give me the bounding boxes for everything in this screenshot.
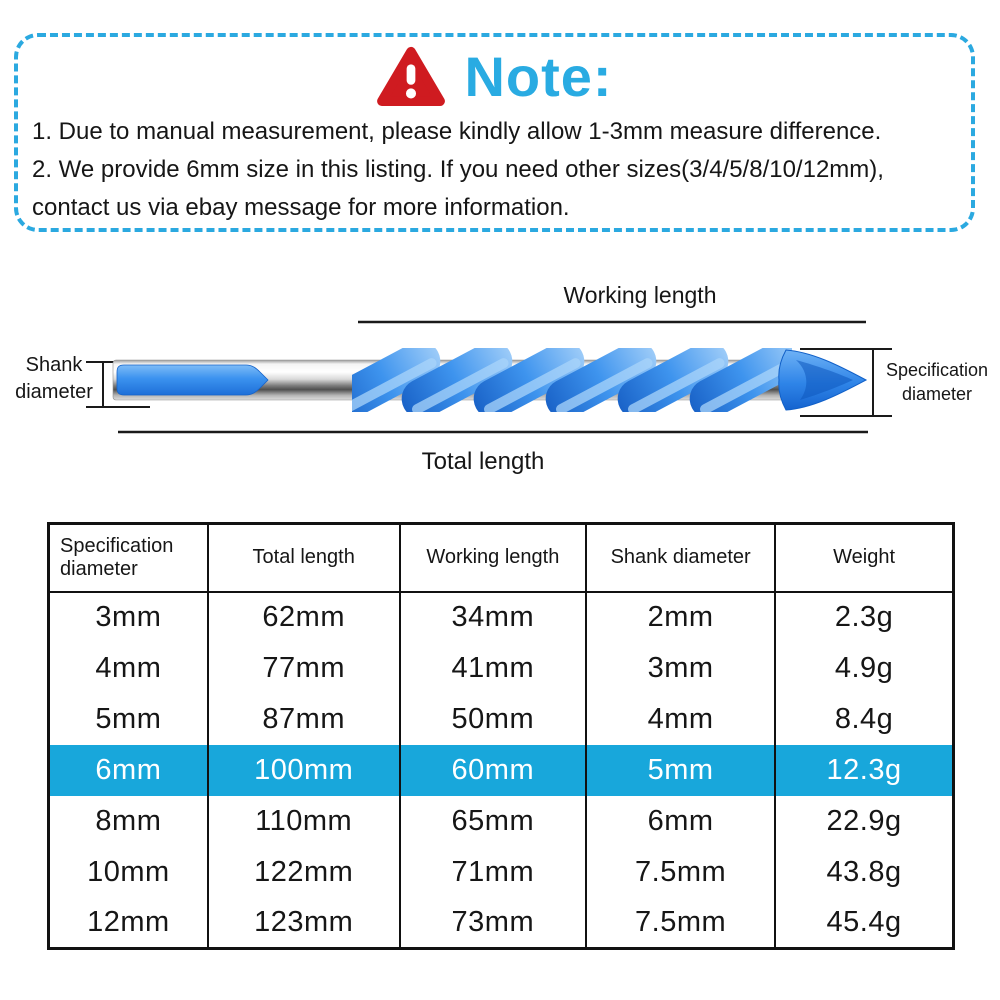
header-cell-total-length: Total length <box>208 524 400 592</box>
table-row <box>49 643 954 694</box>
table-cell: 43.8g <box>775 847 953 898</box>
drill-tip <box>779 350 866 410</box>
header-row <box>49 524 954 592</box>
table-cell: 71mm <box>400 847 586 898</box>
table-cell: 3mm <box>95 601 162 633</box>
table-cell: 12.3g <box>775 745 953 796</box>
table-cell: 45.4g <box>775 898 953 949</box>
note-line-3: contact us via ebay message for more information. <box>32 194 570 221</box>
table-cell: 73mm <box>400 898 586 949</box>
table-cell: 50mm <box>400 694 586 745</box>
table-cell: 34mm <box>400 592 586 643</box>
table-cell: 7.5mm <box>586 898 775 949</box>
table-cell: 122mm <box>208 847 400 898</box>
header-cell-working-length: Working length <box>400 524 586 592</box>
header-cell-specification-diameter: Specification diameter <box>60 534 174 580</box>
note-title: Note: <box>464 44 613 108</box>
header-cell-weight: Weight <box>775 524 953 592</box>
table-cell: 65mm <box>400 796 586 847</box>
note-box <box>14 33 975 232</box>
drill-bit-diagram <box>0 278 1000 488</box>
table-cell: 77mm <box>208 643 400 694</box>
table-cell: 6mm <box>49 745 208 796</box>
table-cell: 6mm <box>586 796 775 847</box>
note-line-1: 1. Due to manual measurement, please kindly allow 1-3mm measure difference. <box>32 118 882 145</box>
table-row <box>49 694 954 745</box>
table-row <box>49 592 954 643</box>
table-cell: 8.4g <box>775 694 953 745</box>
table-cell: 110mm <box>208 796 400 847</box>
specification-diameter-label: Specification diameter <box>885 360 989 404</box>
table-header <box>49 524 954 592</box>
table-cell: 41mm <box>400 643 586 694</box>
working-length-label: Working length <box>563 282 717 308</box>
table-cell: 12mm <box>87 905 170 938</box>
table-body <box>49 592 954 949</box>
table-cell: 60mm <box>400 745 586 796</box>
table-cell: 100mm <box>208 745 400 796</box>
table-cell: 5mm <box>95 702 162 735</box>
table-row <box>49 898 954 949</box>
note-body <box>18 109 971 227</box>
note-line-2: 2. We provide 6mm size in this listing. If you need other sizes(3/4/5/8/10/12mm), <box>32 156 884 183</box>
specification-table <box>47 522 955 950</box>
header-cell-shank-diameter: Shank diameter <box>586 524 775 592</box>
drill-flutes <box>323 334 808 426</box>
total-length-label: Total length <box>421 448 545 475</box>
note-header <box>18 43 971 109</box>
table-cell: 2.3g <box>775 592 953 643</box>
table-cell: 5mm <box>586 745 775 796</box>
table-cell: 10mm <box>87 855 170 888</box>
drill-shank <box>117 365 268 395</box>
table-cell: 8mm <box>95 804 162 837</box>
table-cell: 7.5mm <box>586 847 775 898</box>
table-cell: 4.9g <box>775 643 953 694</box>
table-row-highlighted <box>49 745 954 796</box>
table-cell: 4mm <box>95 651 162 684</box>
warning-triangle-icon <box>376 45 446 107</box>
table-row <box>49 847 954 898</box>
table-cell: 22.9g <box>775 796 953 847</box>
table-cell: 3mm <box>586 643 775 694</box>
table-cell: 4mm <box>586 694 775 745</box>
shank-diameter-label: Shank diameter <box>15 354 93 403</box>
table-cell: 62mm <box>208 592 400 643</box>
table-cell: 87mm <box>208 694 400 745</box>
table-cell: 123mm <box>208 898 400 949</box>
table-cell: 2mm <box>586 592 775 643</box>
table-row <box>49 796 954 847</box>
